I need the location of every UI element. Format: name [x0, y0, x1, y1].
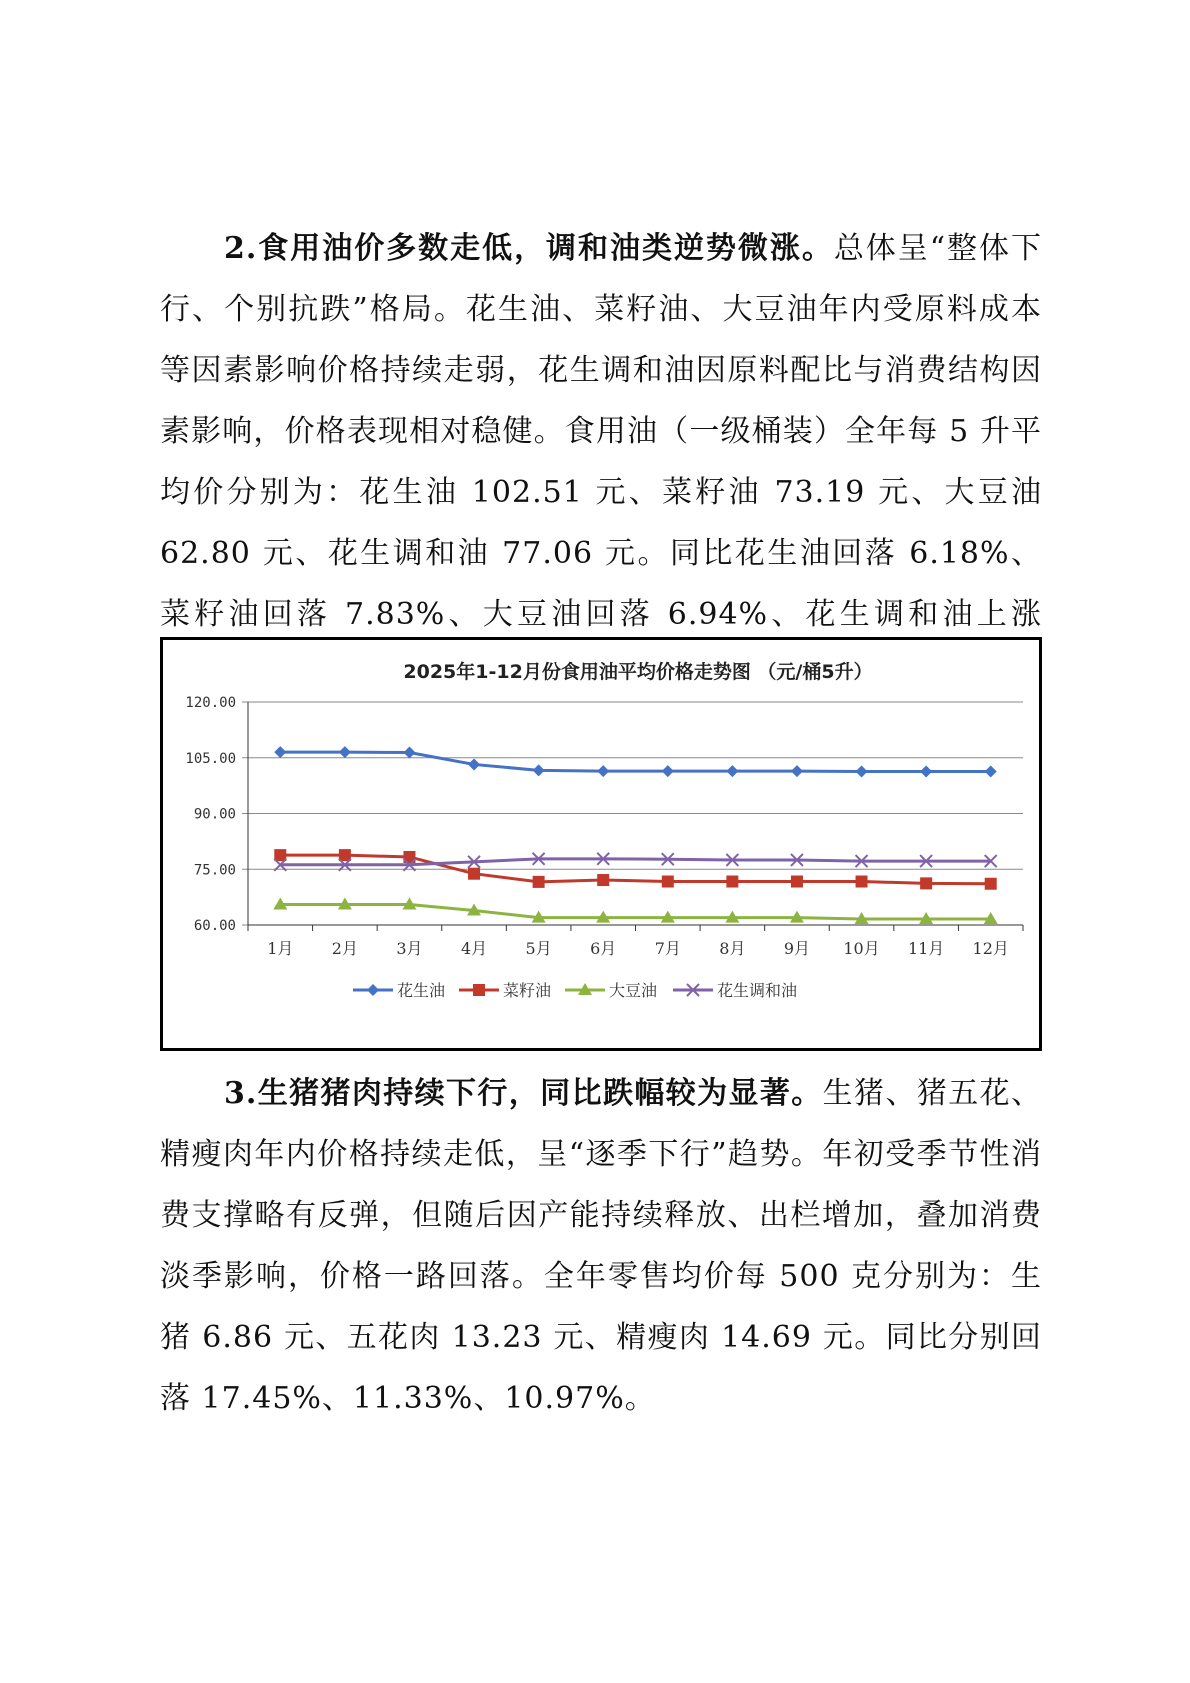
legend-label: 花生油 — [397, 981, 446, 1000]
data-point — [533, 876, 545, 888]
legend-label: 花生调和油 — [717, 981, 798, 1000]
y-tick-label: 105.00 — [185, 750, 236, 767]
data-point — [662, 765, 674, 777]
legend-label: 菜籽油 — [503, 981, 552, 1000]
data-point — [468, 758, 480, 770]
data-point — [468, 868, 480, 880]
x-tick-label: 9月 — [783, 939, 811, 958]
y-tick-label: 120.00 — [185, 695, 236, 711]
paragraph-pork — [160, 1063, 1042, 1429]
data-point — [726, 765, 738, 777]
data-point — [985, 766, 997, 778]
legend-label: 大豆油 — [609, 981, 658, 1000]
oil-price-chart — [160, 637, 1042, 1051]
paragraph-lead: 3.生猪猪肉持续下行，同比跌幅较为显著。 — [224, 1076, 823, 1111]
data-point — [791, 765, 803, 777]
data-point — [920, 766, 932, 778]
x-tick-label: 11月 — [907, 939, 945, 958]
data-point — [985, 878, 997, 890]
data-point — [339, 746, 351, 758]
data-point — [533, 764, 545, 776]
series-line — [280, 905, 990, 919]
y-tick-label: 90.00 — [193, 806, 236, 823]
data-point — [597, 765, 609, 777]
chart-title: 2025年1-12月份食用油平均价格走势图 （元/桶5升） — [403, 661, 873, 683]
paragraph-edible-oil — [160, 218, 1042, 706]
y-tick-label: 60.00 — [193, 918, 236, 934]
data-point — [662, 876, 674, 888]
data-point — [403, 747, 415, 759]
series-line — [280, 859, 990, 865]
x-tick-label: 5月 — [525, 939, 552, 958]
x-tick-label: 2月 — [331, 939, 358, 958]
data-point — [597, 874, 609, 886]
data-point — [274, 746, 286, 758]
data-point — [856, 876, 868, 888]
x-tick-label: 8月 — [719, 939, 746, 958]
data-point — [856, 766, 868, 778]
y-tick-label: 75.00 — [193, 862, 236, 879]
series-line — [280, 752, 990, 771]
data-point — [920, 877, 932, 889]
x-tick-label: 12月 — [972, 939, 1009, 958]
paragraph-body: 生猪、猪五花、精瘦肉年内价格持续走低，呈“逐季下行”趋势。年初受季节性消费支撑略有反弹，但随后因产能持续释放、出栏增加，叠加消费淡季影响，价格一路回落。全年零售均价每 500 克分别为：生猪 6.86 元、五花肉 13.23 元、精瘦肉 14.69 元。同比分别回落 17.45%、11.33%、10.97%。 — [160, 1076, 1042, 1416]
x-tick-label: 1月 — [267, 939, 294, 958]
x-tick-label: 3月 — [396, 939, 423, 958]
legend-marker — [473, 984, 485, 996]
paragraph-lead: 2.食用油价多数走低，调和油类逆势微涨。 — [224, 231, 834, 266]
chart-canvas — [163, 640, 1039, 1048]
x-tick-label: 7月 — [654, 939, 681, 958]
x-tick-label: 10月 — [843, 939, 880, 958]
data-point — [726, 876, 738, 888]
legend-marker — [367, 984, 379, 996]
data-point — [791, 876, 803, 888]
x-tick-label: 4月 — [460, 939, 488, 958]
x-tick-label: 6月 — [590, 939, 617, 958]
paragraph-body: 总体呈“整体下行、个别抗跌”格局。花生油、菜籽油、大豆油年内受原料成本等因素影响价格持续走弱，花生调和油因原料配比与消费结构因素影响，价格表现相对稳健。食用油（一级桶装）全年每 5 升平均价分别为：花生油 102.51 元、菜籽油 73.19 元、大豆油 62.80 元、花生调和油 77.06 元。同比花生油回落 6.18%、菜籽油回落 7.83%、大豆油回落 6.94%、花生调和油上涨 — [160, 231, 1042, 632]
